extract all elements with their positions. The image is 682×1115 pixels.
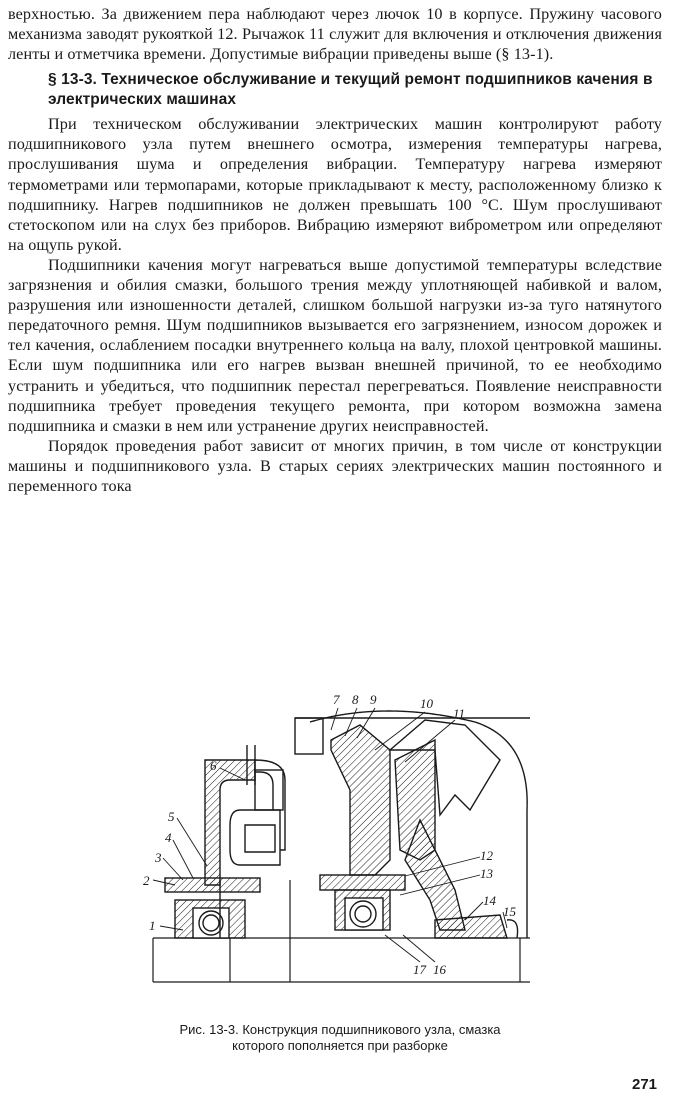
paragraph-faults: Подшипники качения могут нагреваться выше допустимой температуры вследствие загрязнения и обилия смазки, большого трения между уплотняющей набивкой и валом, разрушения или изношенности деталей, слишком большой нагрузки из-за туго натянутого передаточного ремня. Шум подшипников вызывается его загрязнением, износом дорожек и тел качения, ослаблением посадки внутреннего кольца на валу, плохой центровкой машины. Если шум подшипника или его нагрев вызван внешней причиной, то ее необходимо устранить и убедиться, что подшипник перестал перегреваться. Появление неисправности подшипника требует проведения текущего ремонта, при котором возможна замена подшипника и смазки в нем или устранение других неисправностей. — [8, 255, 662, 435]
paragraph-continuation: верхностью. За движением пера наблюдают через лючок 10 в корпусе. Пружину часового механизма заводят рукояткой 12. Рычажок 11 служит для включения и отключения движения ленты и отметчика времени. Допустимые вибрации приведены выше (§ 13-1). — [8, 5, 662, 64]
callout-13: 13 — [480, 866, 493, 881]
paragraph-procedure: Порядок проведения работ зависит от многих причин, в том числе от конструкции машины и подшипникового узла. В старых сериях электрических машин постоянного и переменного тока — [8, 436, 662, 495]
callout-1: 1 — [149, 918, 156, 933]
callout-2: 2 — [143, 873, 150, 888]
callout-3: 3 — [155, 850, 162, 865]
figure-caption — [120, 1022, 560, 1054]
section-heading: § 13-3. Техническое обслуживание и текущий ремонт подшипников качения в электрических машинах — [48, 71, 653, 109]
callout-5: 5 — [168, 809, 175, 824]
callout-9: 9 — [370, 692, 377, 707]
callout-10: 10 — [420, 696, 433, 711]
callout-15: 15 — [503, 904, 516, 919]
callout-14: 14 — [483, 893, 496, 908]
callout-11: 11 — [453, 706, 466, 721]
callout-7: 7 — [333, 692, 340, 707]
caption-line-1: Рис. 13-3. Конструкция подшипникового узла, смазка — [179, 1022, 501, 1037]
callout-6: 6 — [210, 758, 217, 773]
body-text — [8, 4, 662, 496]
bearing-assembly-figure — [135, 690, 545, 1002]
bearing-assembly-drawing — [135, 690, 545, 1002]
callout-8: 8 — [352, 692, 359, 707]
callout-4: 4 — [165, 830, 172, 845]
callout-16: 16 — [433, 962, 446, 977]
callout-12: 12 — [480, 848, 493, 863]
paragraph-maintenance: При техническом обслуживании электрических машин контролируют работу подшипникового узла путем внешнего осмотра, измерения температуры нагрева, прослушивания шума и определения вибрации. Температуру нагрева измеряют термометрами или термопарами, которые прикладывают к месту, расположенному близко к подшипнику. Нагрев подшипников не должен превышать 100 °С. Шум прослушивают стетоскопом или на слух без приборов. Вибрацию измеряют виброметром или определяют на ощупь рукой. — [8, 115, 662, 254]
caption-line-2: которого пополняется при разборке — [232, 1038, 448, 1053]
left-assembly — [165, 745, 285, 938]
callout-17: 17 — [413, 962, 426, 977]
page-number: 271 — [632, 1076, 658, 1093]
